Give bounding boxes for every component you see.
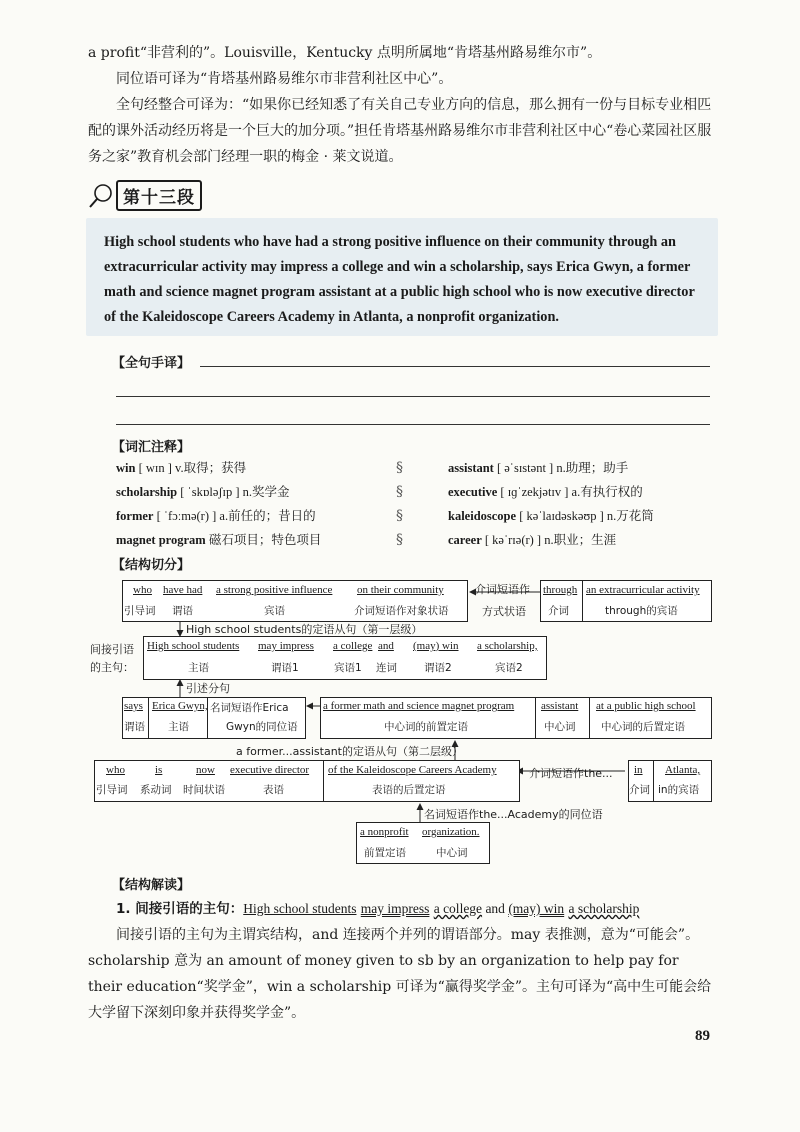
word-win: (may) win xyxy=(413,640,459,652)
word-erica: Erica Gwyn, xyxy=(152,700,208,712)
translate-label: 【全句手译】 xyxy=(112,356,191,371)
vocab-item: kaleidoscope [ kəˈlaɪdəskəʊp ] n.万花筒 xyxy=(448,509,654,523)
word-now: now xyxy=(196,764,215,776)
word-atlanta: Atlanta, xyxy=(665,764,701,776)
appos-label-2: Gwyn的同位语 xyxy=(226,721,298,733)
reporting-clause-note: 引述分句 xyxy=(186,682,230,695)
word-through: through xyxy=(543,584,578,596)
sub-and: 连词 xyxy=(376,662,397,674)
intro-line-1: a profit“非营利的”。Louisville，Kentucky 点明所属地“肯塔基州路易维尔市”。 xyxy=(88,45,602,61)
word-is: is xyxy=(155,764,163,776)
translate-line-2[interactable] xyxy=(116,396,710,397)
word-college: a college xyxy=(333,640,373,652)
intro-line-2: 同位语可译为“肯塔基州路易维尔市非营利社区中心”。 xyxy=(116,71,453,87)
sub-influence: 宾语 xyxy=(264,605,285,617)
word-former: a former math and science magnet program xyxy=(323,700,515,712)
sub-have-had: 谓语 xyxy=(172,605,193,617)
vocab-item: executive [ ɪɡˈzekjətɪv ] a.有执行权的 xyxy=(448,485,643,499)
sub-now: 时间状语 xyxy=(183,784,225,796)
magnifier-icon xyxy=(88,183,114,209)
sub-who: 引导词 xyxy=(124,605,156,617)
sub-former: 中心词的前置定语 xyxy=(384,721,468,733)
sub-in: 介词 xyxy=(629,784,650,796)
sub-academy: 表语的后置定语 xyxy=(372,784,446,796)
sub-community: 介词短语作对象状语 xyxy=(354,605,449,617)
sub-atlanta: in的宾语 xyxy=(658,784,700,796)
analysis-label: 【结构解读】 xyxy=(112,878,191,893)
sub-erica: 主语 xyxy=(168,721,189,733)
vocab-divider: § § § § xyxy=(396,460,403,548)
appos-label-1: 名词短语作Erica xyxy=(210,702,289,714)
main-clause-label-1: 间接引语 xyxy=(90,643,134,656)
word-and: and xyxy=(378,640,394,652)
clause-note-1: High school students的定语从句（第一层级） xyxy=(186,623,423,636)
intro-line-3: 全句经整合可译为：“如果你已经知悉了有关自己专业方向的信息，那么拥有一份与目标专业相匹配的课外活动经历将是一个巨大的加分项。”担任肯塔基州路易维尔市非营利社区中心“卷心菜园社区服务之家”教育机会部门经理一职的梅金 · 莱文说道。 xyxy=(88,97,712,165)
word-impress: may impress xyxy=(258,640,314,652)
quote-sentence: High school students who have had a strong positive influence on their community through an extracurricular activity may impress a college and win a scholarship, says Erica Gwyn, a former math and science magnet program assistant at a public high school who is now executive director of the Kaleidoscope Careers Academy in Atlanta, a nonprofit organization. xyxy=(104,234,695,325)
pp-label-1: 介词短语作 xyxy=(475,583,530,596)
word-hss: High school students xyxy=(147,640,240,652)
word-says: says xyxy=(124,700,143,712)
appositive-note: 名词短语作the...Academy的同位语 xyxy=(424,808,603,821)
sub-impress: 谓语1 xyxy=(271,662,299,674)
sub-organization: 中心词 xyxy=(436,847,468,859)
vocab-item: former [ ˈfɔːmə(r) ] a.前任的；昔日的 xyxy=(116,509,316,523)
section-title: 第十三段 xyxy=(116,180,202,211)
sub-through: 介词 xyxy=(548,605,569,617)
word-influence: a strong positive influence xyxy=(216,584,333,596)
word-activity: an extracurricular activity xyxy=(586,584,700,596)
sub-director: 表语 xyxy=(263,784,284,796)
word-public: at a public high school xyxy=(596,700,696,712)
sub-public: 中心词的后置定语 xyxy=(601,721,685,733)
word-who: who xyxy=(133,584,152,596)
vocab-left xyxy=(116,456,321,552)
structure-label: 【结构切分】 xyxy=(112,558,191,573)
analysis-heading: 1. 间接引语的主句：High school students may impress a college and (may) win a scholarship xyxy=(116,901,640,917)
sub-assistant: 中心词 xyxy=(544,721,576,733)
vocab-item: win [ wɪn ] v.取得；获得 xyxy=(116,461,247,475)
word-community: on their community xyxy=(357,584,444,596)
sub-win: 谓语2 xyxy=(424,662,452,674)
vocab-item: assistant [ əˈsɪstənt ] n.助理；助手 xyxy=(448,461,629,475)
word-in: in xyxy=(634,764,643,776)
word-academy: of the Kaleidoscope Careers Academy xyxy=(328,764,497,776)
word-have-had: have had xyxy=(163,584,203,596)
word-scholarship: a scholarship, xyxy=(477,640,538,652)
word-organization: organization. xyxy=(422,826,480,838)
sub-says: 谓语 xyxy=(124,721,145,733)
word-nonprofit: a nonprofit xyxy=(360,826,409,838)
sub-college: 宾语1 xyxy=(334,662,362,674)
vocab-right xyxy=(448,456,654,552)
vocab-item: magnet program 磁石项目；特色项目 xyxy=(116,533,322,547)
sub-hss: 主语 xyxy=(188,662,209,674)
pp-label-3: 介词短语作the... xyxy=(529,767,613,780)
word-who-2: who xyxy=(106,764,125,776)
vocab-item: career [ kəˈrɪə(r) ] n.职业；生涯 xyxy=(448,533,617,547)
section-heading xyxy=(88,180,202,211)
sub-scholarship: 宾语2 xyxy=(495,662,523,674)
sub-is: 系动词 xyxy=(140,784,172,796)
page-number: 89 xyxy=(695,1028,710,1044)
word-assistant: assistant xyxy=(541,700,579,712)
sub-nonprofit: 前置定语 xyxy=(364,847,406,859)
main-clause-label-2: 的主句： xyxy=(90,661,134,674)
sub-activity: through的宾语 xyxy=(605,605,678,617)
translate-line-3[interactable] xyxy=(116,424,710,425)
vocab-label: 【词汇注释】 xyxy=(112,440,191,455)
analysis-paragraph: 间接引语的主句为主谓宾结构，and 连接两个并列的谓语部分。may 表推测，意为“可能会”。scholarship 意为 an amount of money given to sb by an organization to help pay for their education“奖学金”，win a scholarship 可译为“赢得奖学金”。主句可译为“高中生可能会给大学留下深刻印象并获得奖学金”。 xyxy=(88,927,712,1021)
pp-label-2: 方式状语 xyxy=(482,605,526,618)
translate-line-1[interactable] xyxy=(200,366,710,367)
sub-who-2: 引导词 xyxy=(96,784,128,796)
clause-note-2: a former...assistant的定语从句（第二层级） xyxy=(236,745,463,758)
vocab-item: scholarship [ ˈskɒləʃɪp ] n.奖学金 xyxy=(116,485,290,499)
word-director: executive director xyxy=(230,764,310,776)
